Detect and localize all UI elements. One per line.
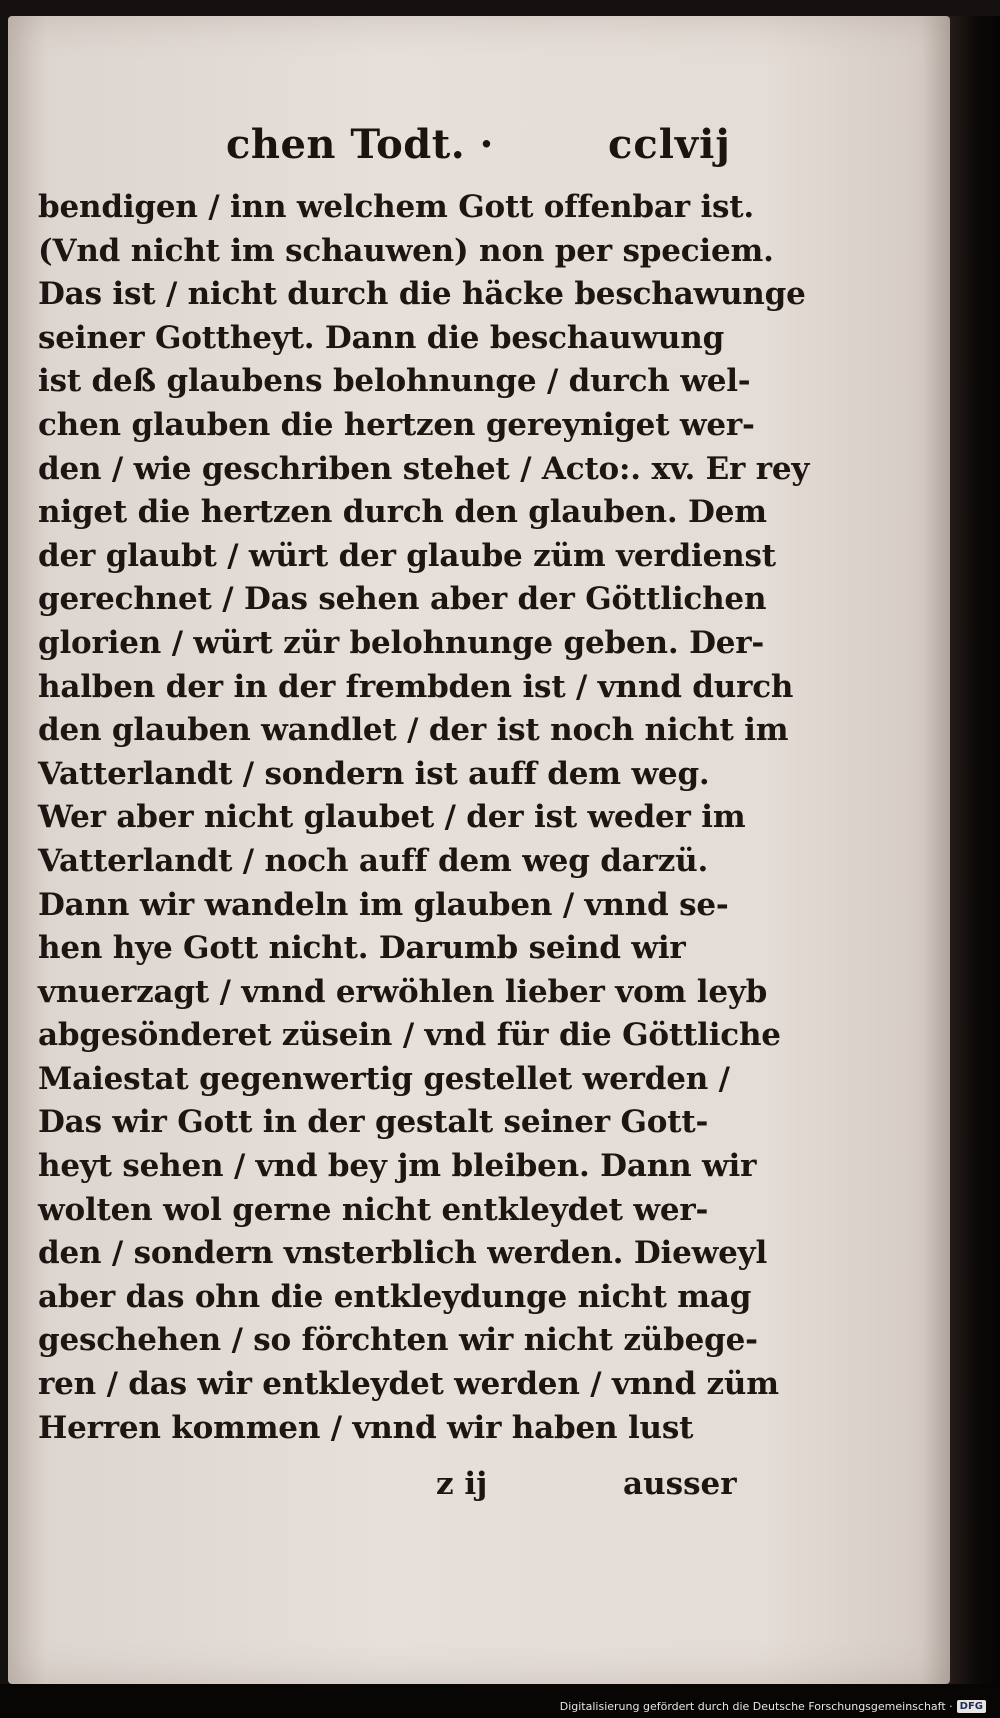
text-line: (Vnd nicht im schauwen) non per speciem. bbox=[38, 232, 774, 269]
body-text bbox=[38, 186, 810, 1450]
book-edge-shadow bbox=[944, 16, 1000, 1684]
signature-mark: z ij bbox=[436, 1466, 488, 1502]
text-line: geschehen / so förchten wir nicht zübege- bbox=[38, 1322, 758, 1359]
digitization-credit bbox=[560, 1696, 986, 1716]
text-line: ist deß glaubens belohnunge / durch wel- bbox=[38, 363, 751, 400]
folio-number: cclvij bbox=[608, 121, 731, 168]
text-line: glorien / würt zür belohnunge geben. Der- bbox=[38, 624, 765, 661]
text-line: den / sondern vnsterblich werden. Dieweyl bbox=[38, 1235, 768, 1272]
text-line: vnuerzagt / vnnd erwöhlen lieber vom leyb bbox=[38, 973, 768, 1010]
text-line: Herren kommen / vnnd wir haben lust bbox=[38, 1409, 694, 1446]
catchword: ausser bbox=[623, 1466, 737, 1502]
text-line: gerechnet / Das sehen aber der Göttlichen bbox=[38, 581, 767, 618]
text-line: Das ist / nicht durch die häcke beschawunge bbox=[38, 276, 806, 313]
text-line: halben der in der frembden ist / vnnd durch bbox=[38, 668, 794, 705]
text-line: Das wir Gott in der gestalt seiner Gott- bbox=[38, 1104, 709, 1141]
text-line: den glauben wandlet / der ist noch nicht im bbox=[38, 712, 789, 749]
text-line: Vatterlandt / sondern ist auff dem weg. bbox=[38, 755, 710, 792]
text-line: Maiestat gegenwertig gestellet werden / bbox=[38, 1060, 730, 1097]
text-line: ren / das wir entkleydet werden / vnnd züm bbox=[38, 1366, 779, 1403]
text-line: wolten wol gerne nicht entkleydet wer- bbox=[38, 1191, 709, 1228]
text-line: aber das ohn die entkleydunge nicht mag bbox=[38, 1278, 752, 1315]
text-line: abgesönderet züsein / vnd für die Göttliche bbox=[38, 1017, 781, 1054]
text-line: den / wie geschriben stehet / Acto:. xv. Er rey bbox=[38, 450, 810, 487]
dfg-logo-icon: DFG bbox=[957, 1700, 986, 1713]
text-line: Wer aber nicht glaubet / der ist weder im bbox=[38, 799, 746, 836]
text-line: Dann wir wandeln im glauben / vnnd se- bbox=[38, 886, 729, 923]
text-line: der glaubt / würt der glaube züm verdienst bbox=[38, 537, 776, 574]
credit-text: Digitalisierung gefördert durch die Deutsche Forschungsgemeinschaft · bbox=[559, 1699, 953, 1713]
book-page bbox=[8, 16, 950, 1684]
text-line: chen glauben die hertzen gereyniget wer- bbox=[38, 406, 755, 443]
text-line: hen hye Gott nicht. Darumb seind wir bbox=[38, 930, 686, 967]
text-line: bendigen / inn welchem Gott offenbar ist. bbox=[38, 189, 755, 225]
text-line: Vatterlandt / noch auff dem weg darzü. bbox=[38, 842, 709, 879]
running-head: chen Todt. · bbox=[226, 121, 494, 168]
page-footer bbox=[8, 1466, 950, 1512]
text-line: niget die hertzen durch den glauben. Dem bbox=[38, 494, 767, 531]
text-line: heyt sehen / vnd bey jm bleiben. Dann wir bbox=[38, 1148, 757, 1185]
text-line: seiner Gottheyt. Dann die beschauwung bbox=[38, 319, 725, 356]
page-header bbox=[8, 121, 950, 181]
